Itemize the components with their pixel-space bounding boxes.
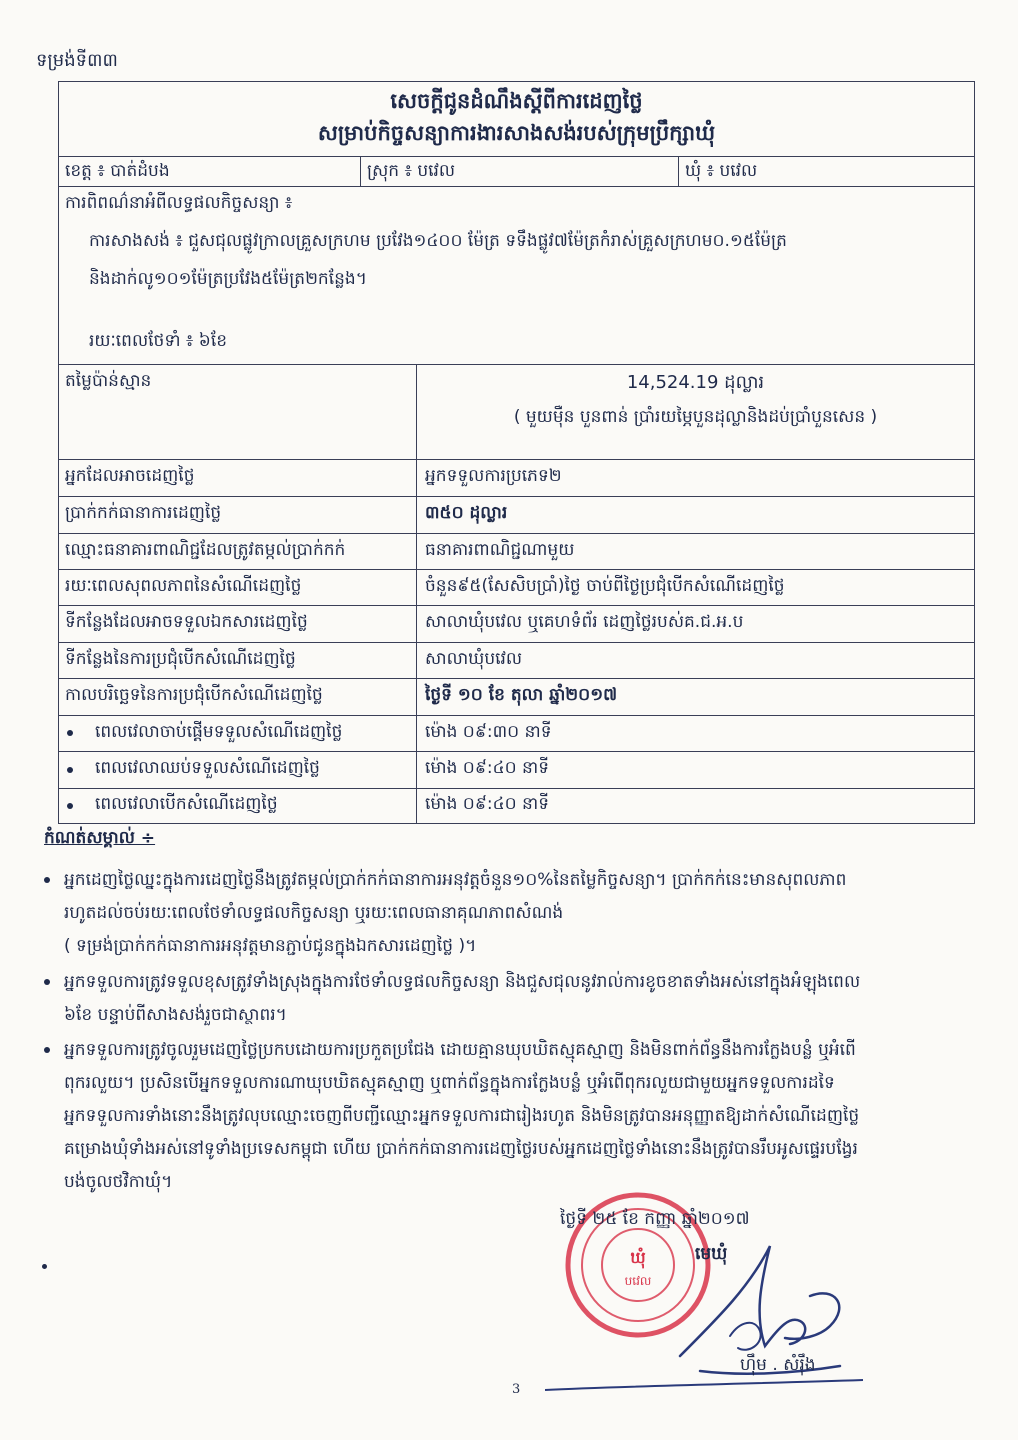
title-block [59,82,974,157]
row-value: ម៉ោង ០៩:៣០ នាទី [425,721,552,742]
note-line: អ្នកដេញថ្លៃឈ្នះក្នុងការដេញថ្លៃនឹងត្រូវតម្កល់ប្រាក់កក់ធានាការអនុវត្តចំនួន១០%នៃតម្លៃកិច្ចសន្យា។ ប្រាក់កក់នេះមានសុពលភាព [64,870,847,890]
note-line: ( ទម្រង់ប្រាក់កក់ធានាការអនុវត្តមានភ្ជាប់ជូនក្នុងឯកសារដេញថ្លៃ )។ [64,936,477,956]
bullet-icon [67,730,73,736]
maintenance-duration: រយៈពេលថែទាំ ៖ ៦ខែ [89,331,228,351]
province-cell: ខេត្ត ៖ បាត់ដំបង [59,156,361,186]
row-value: សាលាឃុំបវេល ឬគេហទំព័រ ដេញថ្លៃរបស់គ.ជ.អ.ប [425,612,744,632]
note-line: អ្នកទទួលការទាំងនោះនឹងត្រូវលុបឈ្មោះចេញពីបញ្ជីឈ្មោះអ្នកទទួលការជារៀងរហូត និងមិនត្រូវបានអនុញ្ញាតឱ្យដាក់សំណើដេញថ្លៃ [64,1106,860,1126]
table-row [59,605,974,643]
page-number: 3 [512,1382,521,1397]
price-in-words: ( មួយម៉ឺន បួនពាន់ ប្រាំរយម្ភៃបួនដុល្លានិងដប់ប្រាំបួនសេន ) [513,407,878,427]
table-row [59,788,974,823]
stray-mark [42,1264,47,1269]
signer-name: ហ៊ឹម . សំរ៉ឹង [740,1355,816,1375]
commune-cell: ឃុំ ៖ បវេល [685,161,758,181]
note-line: អ្នកទទួលការត្រូវចូលរួមដេញថ្លៃប្រកបដោយការប្រកួតប្រជែង ដោយគ្មានឃុបឃិតស្មុគស្មាញ និងមិនពាក់ព័ន្ធនឹងការក្លែងបន្លំ ឬអំពើ [64,1040,856,1060]
note-line: បង់ចូលថវិកាឃុំ។ [64,1172,173,1192]
description-line-2: និងដាក់លូ១០១ម៉ែត្រប្រវែង៥ម៉ែត្រ២កន្លែង។ [89,269,367,289]
row-value: អ្នកទទួលការប្រភេទ២ [425,466,562,486]
description-line-1: ការសាងសង់ ៖ ជួសជុលផ្លូវក្រាលគ្រួសក្រហម ប្រវែង១៤០០ ម៉ែត្រ ទទឹងផ្លូវ៧ម៉ែត្រកំរាស់គ្រួសក្រហម០.១៥ម៉ែត្រ [89,231,787,251]
price-amount: 14,524.19 ដុល្លារ [626,372,765,393]
row-label: ទីកន្លែងដែលអាចទទួលឯកសារដេញថ្លៃ [59,605,417,642]
price-value [417,364,974,459]
table-row [59,751,974,789]
row-label: ឈ្មោះធនាគារពាណិជ្ជដែលត្រូវតម្កល់ប្រាក់កក់ [59,533,417,569]
note-item [64,864,986,963]
signer-role: មេឃុំ [695,1244,728,1264]
title-line-2: សម្រាប់កិច្ចសន្យាការងារសាងសង់របស់ក្រុមប្រឹក្សាឃុំ [317,121,716,145]
seal-subtext: បវេល [624,1274,652,1288]
signature-underline [545,1376,865,1396]
table-row [59,715,974,752]
notice-table [58,81,975,824]
note-line: ពុករលួយ។ ប្រសិនបើអ្នកទទួលការណាឃុបឃិតស្មុគស្មាញ ឬពាក់ព័ន្ធក្នុងការក្លែងបន្លំ ឬអំពើពុករលួយជាមួយអ្នកទទួលការដទៃ [64,1073,835,1093]
location-row [59,156,974,187]
row-value: ម៉ោង ០៩:៤០ នាទី [425,794,550,814]
note-line: អ្នកទទួលការត្រូវទទួលខុសត្រូវទាំងស្រុងក្នុងការថែទាំលទ្ធផលកិច្ចសន្យា និងជួសជុលនូវរាល់ការខូចខាតទាំងអស់នៅក្នុងអំឡុងពេល [64,972,861,992]
note-line: គម្រោងឃុំទាំងអស់នៅទូទាំងប្រទេសកម្ពុជា ហើយ ប្រាក់កក់ធានាការដេញថ្លៃរបស់អ្នកដេញថ្លៃទាំងនោះនឹងត្រូវបានរឹបអូសផ្ទេរបង្វែរ [64,1139,858,1159]
table-row [59,496,974,534]
bullet-icon [44,979,50,985]
notes-title: កំណត់សម្គាល់ ÷ [44,828,156,848]
row-label: អ្នកដែលអាចដេញថ្លៃ [59,459,417,496]
signing-date: ថ្ងៃទី ២៥ ខែ កញ្ញា ឆ្នាំ២០១៧ [560,1209,750,1229]
bullet-icon [67,767,73,773]
table-row [59,642,974,679]
title-line-1: សេចក្ដីជូនដំណឹងស្ដីពីការដេញថ្លៃ [390,89,643,113]
contract-description [59,186,974,365]
note-line: រហូតដល់ចប់រយៈពេលថែទាំលទ្ធផលកិច្ចសន្យា ឬរយៈពេលធានាគុណភាពសំណង់ [64,903,564,923]
bullet-icon [44,877,50,883]
row-value: សាលាឃុំបវេល [425,648,523,669]
row-value: ម៉ោង ០៩:៤០ នាទី [425,758,550,778]
bullet-icon [44,1047,50,1053]
district-cell: ស្រុក ៖ បវេល [361,156,679,186]
description-heading: ការពិពណ៌នាអំពីលទ្ធផលកិច្ចសន្យា ៖ [65,193,293,213]
row-label-text: ពេលវេលាបើកសំណើដេញថ្លៃ [95,794,278,814]
row-label [59,715,417,751]
note-item [64,1034,986,1199]
row-value: ថ្ងៃទី ១០ ខែ តុលា ឆ្នាំ២០១៧ [425,685,618,705]
table-row [59,533,974,570]
row-label: ទីកន្លែងនៃការប្រជុំបើកសំណើដេញថ្លៃ [59,642,417,678]
price-label: តម្លៃប៉ាន់ស្មាន [59,364,417,459]
row-label-text: ពេលវេលាចាប់ផ្ដើមទទួលសំណើដេញថ្លៃ [95,721,343,742]
bullet-icon [67,803,73,809]
row-label: ប្រាក់កក់ធានាការដេញថ្លៃ [59,496,417,533]
seal-text: ឃុំ [630,1248,646,1267]
table-row [59,678,974,716]
note-line: ៦ខែ បន្ទាប់ពីសាងសង់រួចជាស្ថាពរ។ [64,1005,287,1025]
row-value: ធនាគារពាណិជ្ជណាមួយ [425,539,575,560]
note-item [64,966,986,1032]
estimated-price-row [59,364,974,460]
row-label: រយៈពេលសុពលភាពនៃសំណើដេញថ្លៃ [59,569,417,605]
row-label [59,751,417,788]
table-row [59,459,974,497]
row-label: កាលបរិច្ឆេទនៃការប្រជុំបើកសំណើដេញថ្លៃ [59,678,417,715]
table-row [59,569,974,606]
form-number: ទម្រង់ទី៣៣ [36,50,118,71]
row-label [59,788,417,823]
row-label-text: ពេលវេលាឈប់ទទួលសំណើដេញថ្លៃ [95,758,320,778]
row-value: ចំនួន៩៥(សែសិបប្រាំ)ថ្ងៃ ចាប់ពីថ្ងៃប្រជុំបើកសំណើដេញថ្លៃ [425,575,785,596]
row-value: ៣៥០ ដុល្លារ [425,503,508,523]
